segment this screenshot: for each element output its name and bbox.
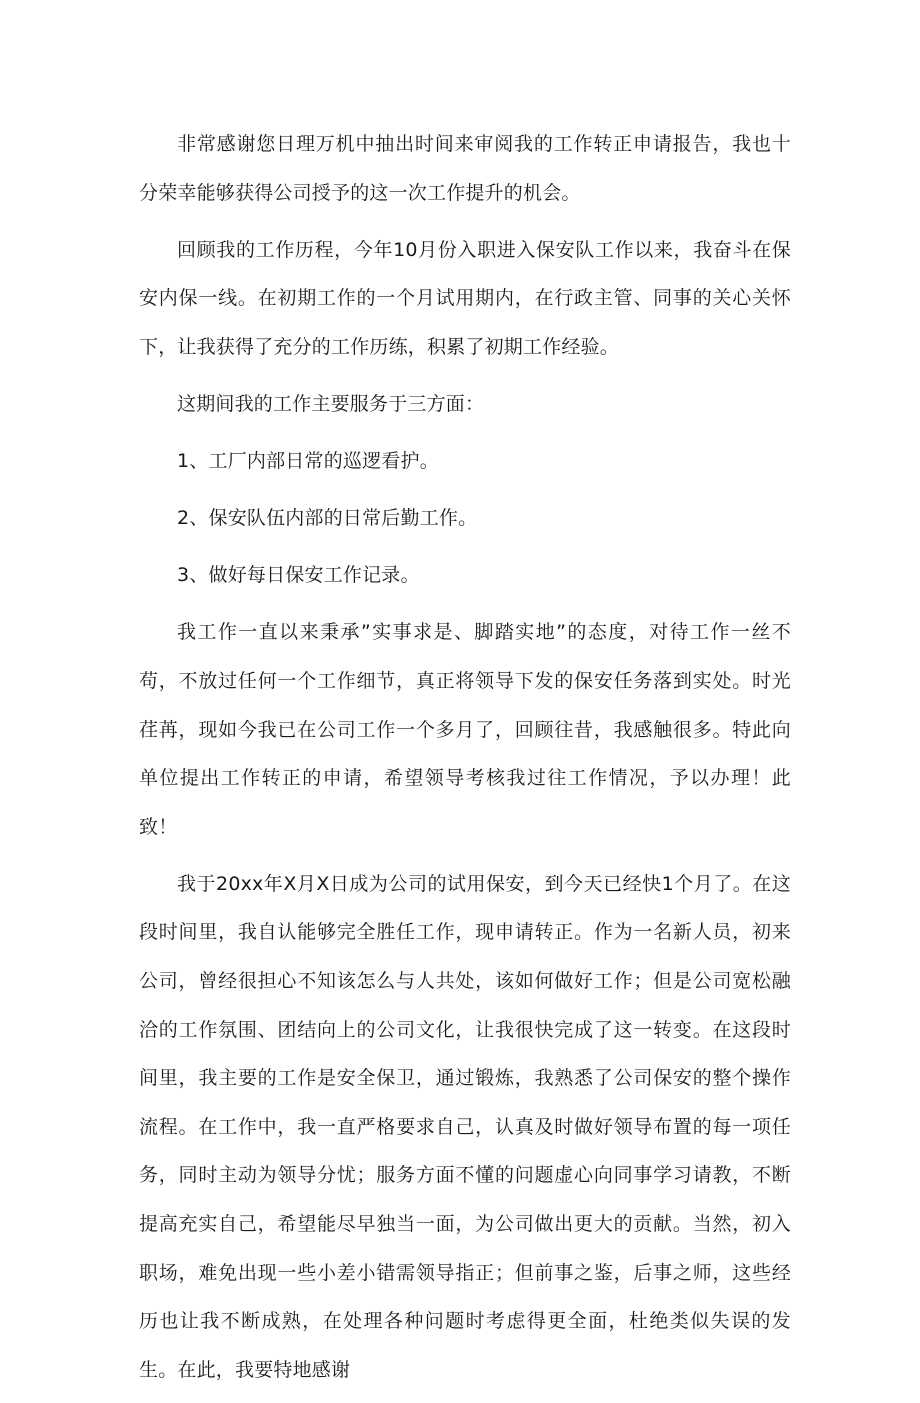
paragraph-duties-intro: 这期间我的工作主要服务于三方面： [177, 392, 485, 415]
list-item-duty-2: 2、保安队伍内部的日常后勤工作。 [177, 507, 478, 530]
paragraph-review: 回顾我的工作历程，今年10月份入职进入保安队工作以来，我奋斗在保安内保一线。在初期工作的一个月试用期内，在行政主管、同事的关心关怀下，让我获得了充分的工作历练，积累了初期工作经验。 [139, 238, 791, 358]
paragraph-thanks: 非常感谢您日理万机中抽出时间来审阅我的工作转正申请报告，我也十分荣幸能够获得公司授予的这一次工作提升的机会。 [139, 133, 791, 204]
list-item-duty-3: 3、做好每日保安工作记录。 [177, 564, 420, 587]
paragraph-probation: 我于20xx年X月X日成为公司的试用保安，到今天已经快1个月了。在这段时间里，我自认能够完全胜任工作，现申请转正。作为一名新人员，初来公司，曾经很担心不知该怎么与人共处，该如何做好工作；但是公司宽松融洽的工作氛围、团结向上的公司文化，让我很快完成了这一转变。在这段时间里，我主要的工作是安全保卫，通过锻炼，我熟悉了公司保安的整个操作流程。在工作中，我一直严格要求自己，认真及时做好领导布置的每一项任务，同时主动为领导分忧；服务方面不懂的问题虚心向同事学习请教，不断提高充实自己，希望能尽早独当一面，为公司做出更大的贡献。当然，初入职场，难免出现一些小差小错需领导指正；但前事之鉴，后事之师，这些经历也让我不断成熟，在处理各种问题时考虑得更全面，杜绝类似失误的发生。在此，我要特地感谢 [139, 872, 791, 1381]
document-body [139, 120, 791, 1403]
list-item-duty-1: 1、工厂内部日常的巡逻看护。 [177, 450, 439, 473]
paragraph-attitude: 我工作一直以来秉承”实事求是、脚踏实地”的态度，对待工作一丝不苟，不放过任何一个工作细节，真正将领导下发的保安任务落到实处。时光荏苒，现如今我已在公司工作一个多月了，回顾往昔，我感触很多。特此向单位提出工作转正的申请，希望领导考核我过往工作情况，予以办理！此致！ [139, 621, 791, 838]
